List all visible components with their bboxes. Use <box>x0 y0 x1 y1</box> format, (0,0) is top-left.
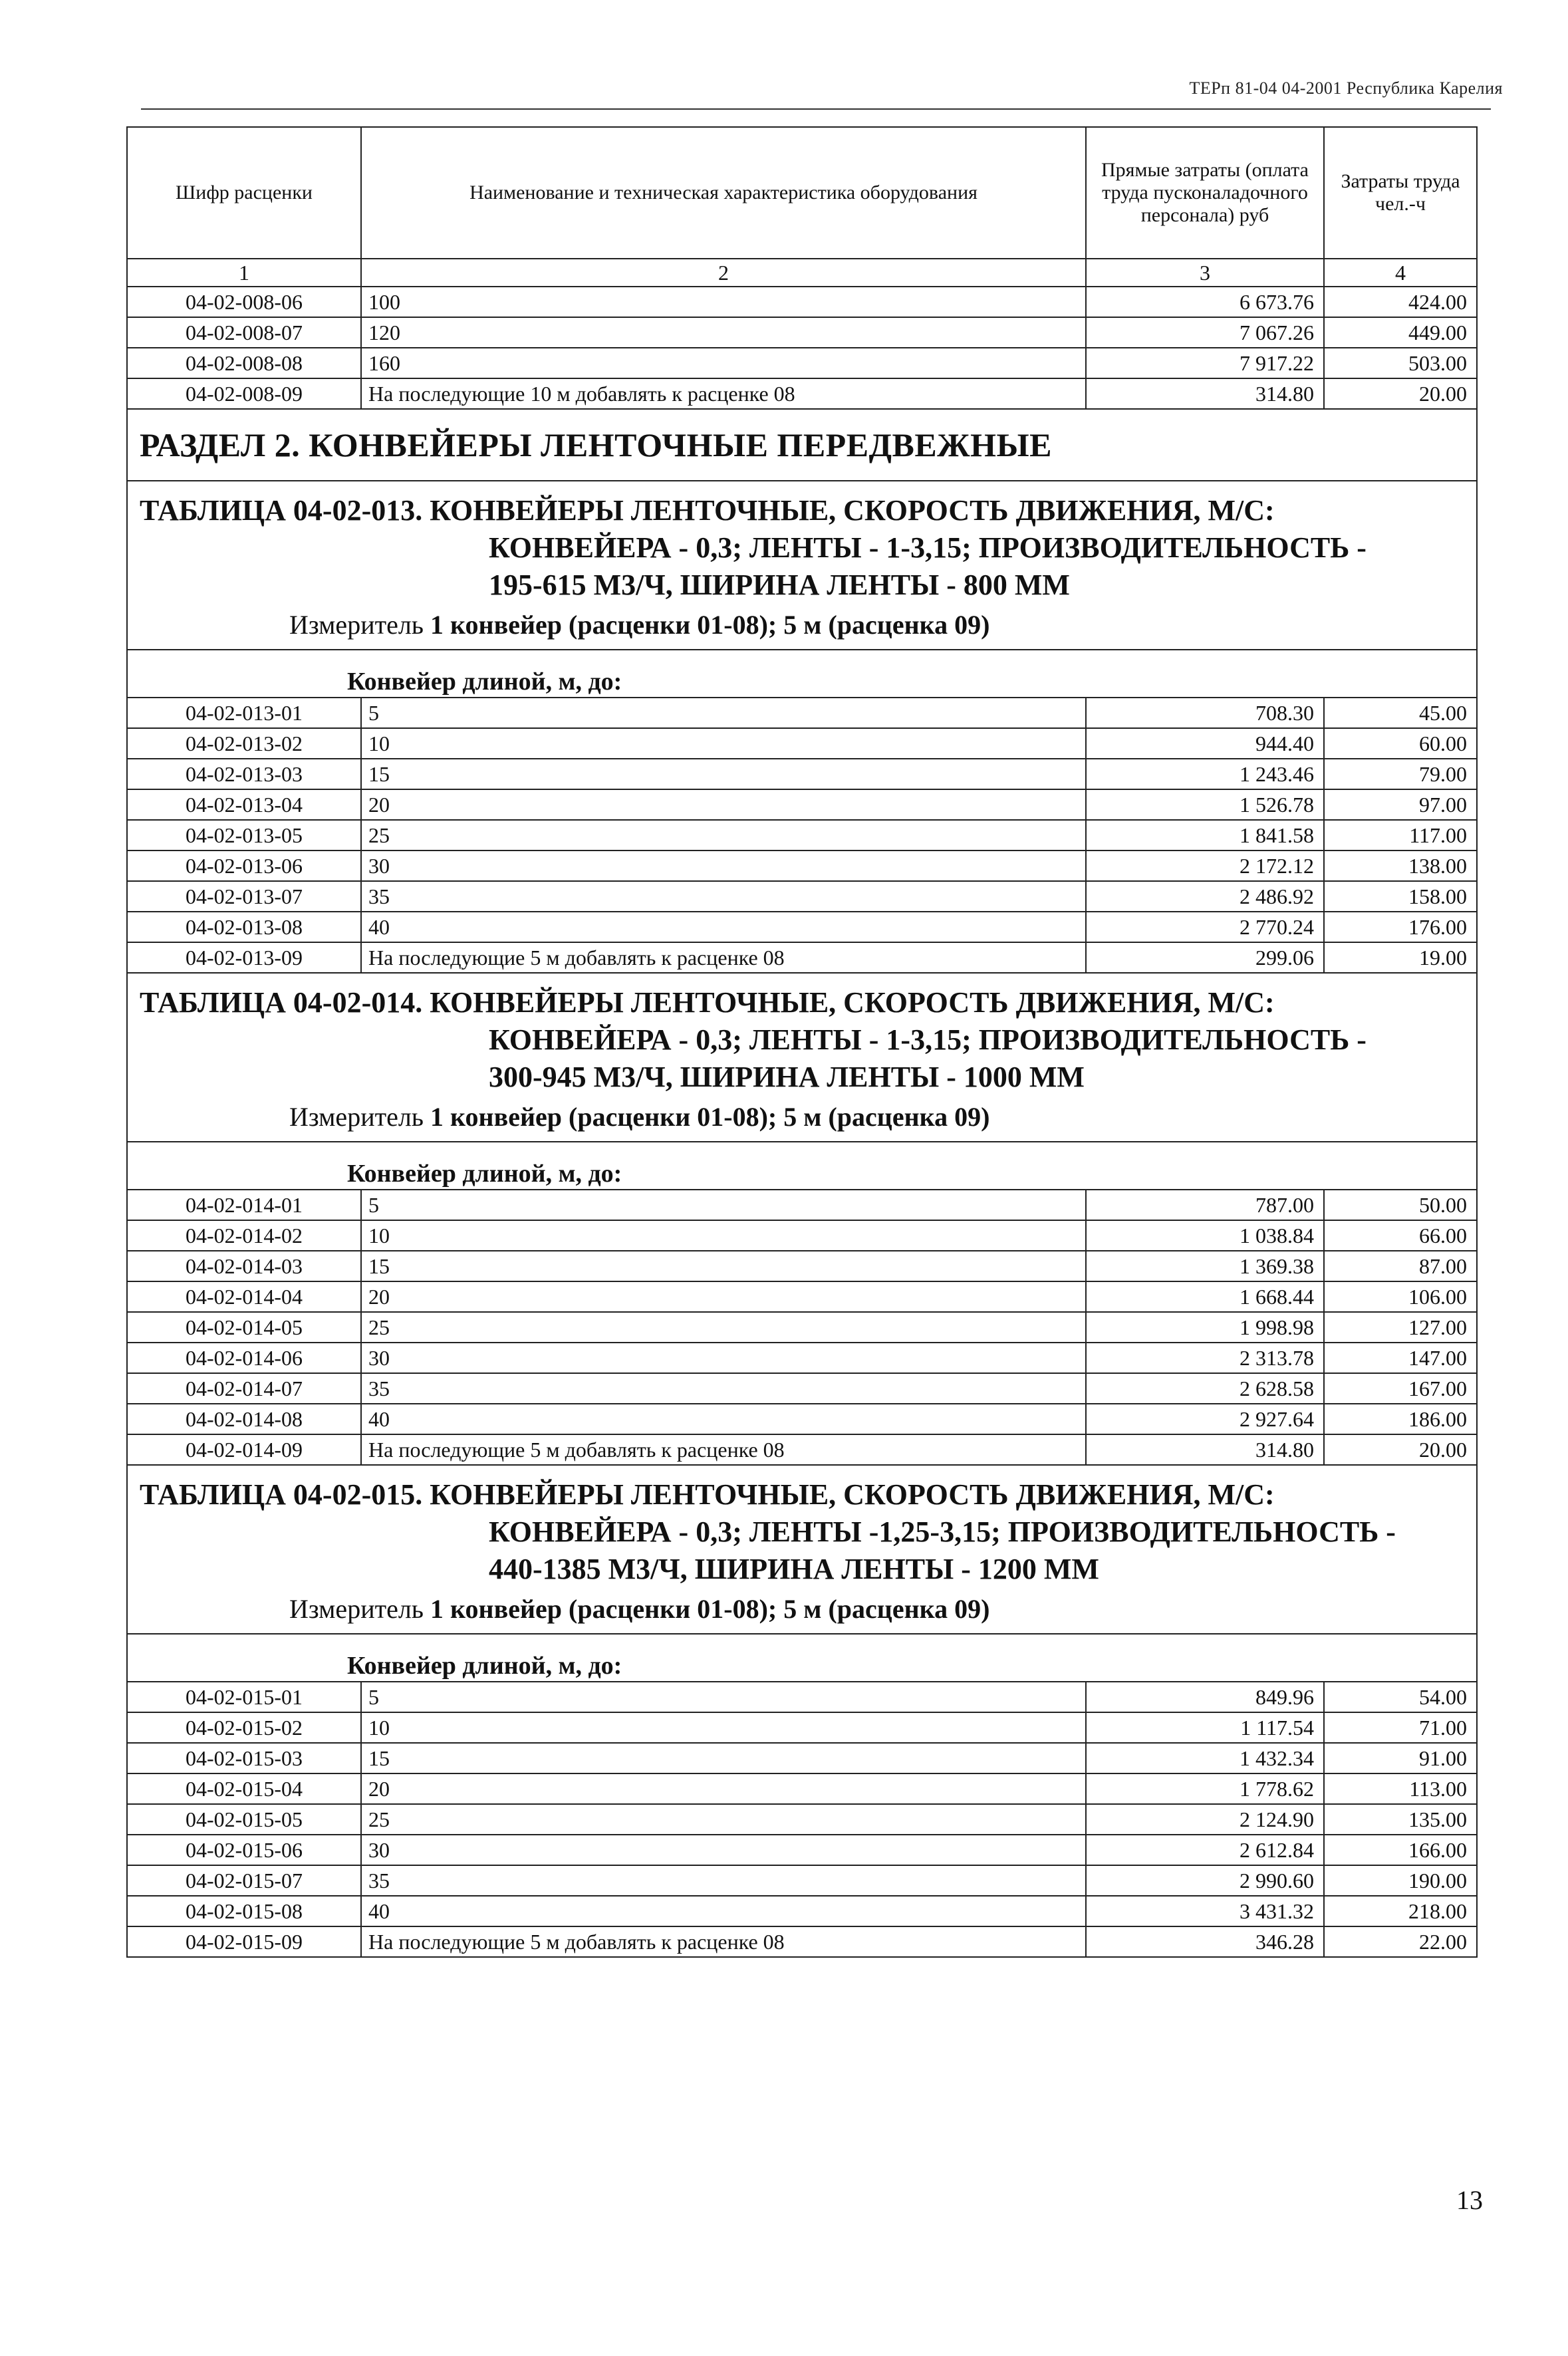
table-title-continued: 440-1385 М3/Ч, ШИРИНА ЛЕНТЫ - 1200 ММ <box>489 1553 1099 1585</box>
labor-cost: 20.00 <box>1324 1434 1477 1465</box>
rate-description: 25 <box>361 820 1086 851</box>
rate-description: 15 <box>361 1743 1086 1773</box>
direct-cost: 849.96 <box>1086 1682 1324 1712</box>
labor-cost: 449.00 <box>1324 317 1477 348</box>
rate-code: 04-02-015-03 <box>127 1743 361 1773</box>
rate-description: 5 <box>361 698 1086 728</box>
table-row <box>127 1926 1477 1957</box>
rate-description: 35 <box>361 881 1086 912</box>
rate-code: 04-02-013-09 <box>127 942 361 973</box>
rate-code: 04-02-015-01 <box>127 1682 361 1712</box>
table-row <box>127 1865 1477 1896</box>
rate-description: 20 <box>361 1281 1086 1312</box>
measure-value: 1 конвейер (расценки 01-08); 5 м (расценка 09) <box>430 1102 990 1132</box>
direct-cost: 7 917.22 <box>1086 348 1324 378</box>
column-index: 2 <box>361 259 1086 287</box>
table-row <box>127 881 1477 912</box>
table-row <box>127 698 1477 728</box>
column-index: 1 <box>127 259 361 287</box>
rate-description: 160 <box>361 348 1086 378</box>
table-row <box>127 789 1477 820</box>
table-title-continued: 195-615 М3/Ч, ШИРИНА ЛЕНТЫ - 800 ММ <box>489 569 1070 601</box>
column-index: 4 <box>1324 259 1477 287</box>
table-row <box>127 912 1477 942</box>
column-header-labor: Затраты труда чел.-ч <box>1324 127 1477 259</box>
labor-cost: 158.00 <box>1324 881 1477 912</box>
rate-code: 04-02-015-09 <box>127 1926 361 1957</box>
labor-cost: 113.00 <box>1324 1773 1477 1804</box>
rate-description: 15 <box>361 1251 1086 1281</box>
direct-cost: 1 369.38 <box>1086 1251 1324 1281</box>
rate-code: 04-02-008-06 <box>127 287 361 317</box>
rate-description: 5 <box>361 1190 1086 1220</box>
direct-cost: 2 770.24 <box>1086 912 1324 942</box>
rate-code: 04-02-015-06 <box>127 1835 361 1865</box>
labor-cost: 166.00 <box>1324 1835 1477 1865</box>
rate-code: 04-02-008-08 <box>127 348 361 378</box>
direct-cost: 6 673.76 <box>1086 287 1324 317</box>
rate-code: 04-02-013-01 <box>127 698 361 728</box>
subheading-row <box>127 650 1477 698</box>
table-title-continued: 300-945 М3/Ч, ШИРИНА ЛЕНТЫ - 1000 ММ <box>489 1061 1085 1093</box>
direct-cost: 787.00 <box>1086 1190 1324 1220</box>
labor-cost: 22.00 <box>1324 1926 1477 1957</box>
table-title-continued: КОНВЕЙЕРА - 0,3; ЛЕНТЫ - 1-3,15; ПРОИЗВОДИТЕЛЬНОСТЬ - <box>489 531 1367 564</box>
table-row <box>127 1743 1477 1773</box>
page-number: 13 <box>1456 2185 1483 2215</box>
direct-cost: 1 117.54 <box>1086 1712 1324 1743</box>
direct-cost: 2 486.92 <box>1086 881 1324 912</box>
labor-cost: 54.00 <box>1324 1682 1477 1712</box>
rate-description: 40 <box>361 912 1086 942</box>
table-row <box>127 820 1477 851</box>
direct-cost: 1 668.44 <box>1086 1281 1324 1312</box>
table-row <box>127 1773 1477 1804</box>
labor-cost: 50.00 <box>1324 1190 1477 1220</box>
labor-cost: 60.00 <box>1324 728 1477 759</box>
rate-description: 10 <box>361 728 1086 759</box>
labor-cost: 79.00 <box>1324 759 1477 789</box>
rate-description: 40 <box>361 1404 1086 1434</box>
subheading-row <box>127 1142 1477 1190</box>
rate-code: 04-02-013-07 <box>127 881 361 912</box>
rate-code: 04-02-014-08 <box>127 1404 361 1434</box>
rate-code: 04-02-015-02 <box>127 1712 361 1743</box>
column-header-cost: Прямые затраты (оплата труда пусконаладочного персонала) руб <box>1086 127 1324 259</box>
column-header-code: Шифр расценки <box>127 127 361 259</box>
measure-unit <box>140 606 1464 644</box>
direct-cost: 314.80 <box>1086 1434 1324 1465</box>
document-reference: ТЕРп 81-04 04-2001 Республика Карелия <box>1189 78 1503 98</box>
rate-code: 04-02-014-06 <box>127 1343 361 1373</box>
table-heading <box>127 1465 1477 1634</box>
table-heading-row <box>127 973 1477 1142</box>
rate-code: 04-02-013-06 <box>127 851 361 881</box>
rate-code: 04-02-014-07 <box>127 1373 361 1404</box>
table-heading <box>127 481 1477 650</box>
rate-code: 04-02-014-04 <box>127 1281 361 1312</box>
rate-description: На последующие 10 м добавлять к расценке 08 <box>361 378 1086 409</box>
table-row <box>127 1190 1477 1220</box>
table-row <box>127 1404 1477 1434</box>
conveyor-length-subheading: Конвейер длиной, м, до: <box>127 650 1477 698</box>
column-header-name: Наименование и техническая характеристика оборудования <box>361 127 1086 259</box>
direct-cost: 2 172.12 <box>1086 851 1324 881</box>
rate-code: 04-02-014-09 <box>127 1434 361 1465</box>
rate-code: 04-02-015-08 <box>127 1896 361 1926</box>
rate-code: 04-02-014-02 <box>127 1220 361 1251</box>
labor-cost: 186.00 <box>1324 1404 1477 1434</box>
rate-description: 30 <box>361 1343 1086 1373</box>
labor-cost: 138.00 <box>1324 851 1477 881</box>
labor-cost: 87.00 <box>1324 1251 1477 1281</box>
rate-description: 25 <box>361 1804 1086 1835</box>
labor-cost: 218.00 <box>1324 1896 1477 1926</box>
table-row <box>127 1312 1477 1343</box>
direct-cost: 2 612.84 <box>1086 1835 1324 1865</box>
table-row <box>127 1434 1477 1465</box>
table-row <box>127 1804 1477 1835</box>
section-title: РАЗДЕЛ 2. КОНВЕЙЕРЫ ЛЕНТОЧНЫЕ ПЕРЕДВЕЖНЫЕ <box>127 409 1477 481</box>
table-row <box>127 759 1477 789</box>
rate-description: 20 <box>361 1773 1086 1804</box>
direct-cost: 1 038.84 <box>1086 1220 1324 1251</box>
labor-cost: 176.00 <box>1324 912 1477 942</box>
header-divider <box>141 108 1491 110</box>
conveyor-length-subheading: Конвейер длиной, м, до: <box>127 1634 1477 1682</box>
table-row <box>127 1251 1477 1281</box>
table-title-continued: КОНВЕЙЕРА - 0,3; ЛЕНТЫ - 1-3,15; ПРОИЗВОДИТЕЛЬНОСТЬ - <box>489 1023 1367 1056</box>
table-row <box>127 1712 1477 1743</box>
labor-cost: 91.00 <box>1324 1743 1477 1773</box>
table-row <box>127 1281 1477 1312</box>
rate-code: 04-02-013-05 <box>127 820 361 851</box>
labor-cost: 97.00 <box>1324 789 1477 820</box>
table-heading <box>127 973 1477 1142</box>
labor-cost: 19.00 <box>1324 942 1477 973</box>
direct-cost: 2 124.90 <box>1086 1804 1324 1835</box>
table-row <box>127 287 1477 317</box>
table-row <box>127 851 1477 881</box>
measure-unit <box>140 1591 1464 1628</box>
table-title: ТАБЛИЦА 04-02-013. КОНВЕЙЕРЫ ЛЕНТОЧНЫЕ, СКОРОСТЬ ДВИЖЕНИЯ, М/С: <box>140 494 1275 527</box>
measure-label: Измеритель <box>289 610 424 640</box>
direct-cost: 2 313.78 <box>1086 1343 1324 1373</box>
rate-description: На последующие 5 м добавлять к расценке 08 <box>361 1434 1086 1465</box>
column-header-row <box>127 127 1477 259</box>
labor-cost: 20.00 <box>1324 378 1477 409</box>
table-title: ТАБЛИЦА 04-02-014. КОНВЕЙЕРЫ ЛЕНТОЧНЫЕ, СКОРОСТЬ ДВИЖЕНИЯ, М/С: <box>140 986 1275 1019</box>
direct-cost: 944.40 <box>1086 728 1324 759</box>
direct-cost: 314.80 <box>1086 378 1324 409</box>
section-heading-row <box>127 409 1477 481</box>
rate-description: 35 <box>361 1373 1086 1404</box>
rate-code: 04-02-008-09 <box>127 378 361 409</box>
direct-cost: 7 067.26 <box>1086 317 1324 348</box>
table-row <box>127 1220 1477 1251</box>
direct-cost: 2 990.60 <box>1086 1865 1324 1896</box>
direct-cost: 346.28 <box>1086 1926 1324 1957</box>
measure-value: 1 конвейер (расценки 01-08); 5 м (расценка 09) <box>430 1594 990 1624</box>
table-title: ТАБЛИЦА 04-02-015. КОНВЕЙЕРЫ ЛЕНТОЧНЫЕ, СКОРОСТЬ ДВИЖЕНИЯ, М/С: <box>140 1478 1275 1511</box>
measure-label: Измеритель <box>289 1102 424 1132</box>
rate-description: 10 <box>361 1220 1086 1251</box>
table-row <box>127 378 1477 409</box>
table-heading-row <box>127 481 1477 650</box>
conveyor-length-subheading: Конвейер длиной, м, до: <box>127 1142 1477 1190</box>
direct-cost: 1 243.46 <box>1086 759 1324 789</box>
rate-code: 04-02-013-03 <box>127 759 361 789</box>
table-row <box>127 942 1477 973</box>
rate-description: На последующие 5 м добавлять к расценке 08 <box>361 1926 1086 1957</box>
rate-description: 120 <box>361 317 1086 348</box>
labor-cost: 71.00 <box>1324 1712 1477 1743</box>
table-heading-row <box>127 1465 1477 1634</box>
rate-code: 04-02-015-05 <box>127 1804 361 1835</box>
rate-code: 04-02-013-08 <box>127 912 361 942</box>
measure-unit <box>140 1099 1464 1136</box>
rate-description: 30 <box>361 1835 1086 1865</box>
direct-cost: 1 526.78 <box>1086 789 1324 820</box>
rate-code: 04-02-015-07 <box>127 1865 361 1896</box>
measure-value: 1 конвейер (расценки 01-08); 5 м (расценка 09) <box>430 610 990 640</box>
table-row <box>127 1896 1477 1926</box>
labor-cost: 190.00 <box>1324 1865 1477 1896</box>
rate-description: 10 <box>361 1712 1086 1743</box>
table-row <box>127 728 1477 759</box>
table-row <box>127 1835 1477 1865</box>
labor-cost: 135.00 <box>1324 1804 1477 1835</box>
labor-cost: 45.00 <box>1324 698 1477 728</box>
column-index-row <box>127 259 1477 287</box>
labor-cost: 167.00 <box>1324 1373 1477 1404</box>
direct-cost: 1 778.62 <box>1086 1773 1324 1804</box>
rate-description: На последующие 5 м добавлять к расценке 08 <box>361 942 1086 973</box>
labor-cost: 106.00 <box>1324 1281 1477 1312</box>
direct-cost: 2 927.64 <box>1086 1404 1324 1434</box>
labor-cost: 147.00 <box>1324 1343 1477 1373</box>
labor-cost: 127.00 <box>1324 1312 1477 1343</box>
direct-cost: 2 628.58 <box>1086 1373 1324 1404</box>
rate-code: 04-02-013-02 <box>127 728 361 759</box>
table-row <box>127 317 1477 348</box>
table-row <box>127 1343 1477 1373</box>
rate-description: 30 <box>361 851 1086 881</box>
direct-cost: 708.30 <box>1086 698 1324 728</box>
direct-cost: 3 431.32 <box>1086 1896 1324 1926</box>
rate-description: 5 <box>361 1682 1086 1712</box>
rate-description: 15 <box>361 759 1086 789</box>
table-row <box>127 1682 1477 1712</box>
table-title-continued: КОНВЕЙЕРА - 0,3; ЛЕНТЫ -1,25-3,15; ПРОИЗВОДИТЕЛЬНОСТЬ - <box>489 1515 1396 1548</box>
labor-cost: 66.00 <box>1324 1220 1477 1251</box>
rate-code: 04-02-008-07 <box>127 317 361 348</box>
table-row <box>127 1373 1477 1404</box>
labor-cost: 503.00 <box>1324 348 1477 378</box>
rate-description: 25 <box>361 1312 1086 1343</box>
subheading-row <box>127 1634 1477 1682</box>
labor-cost: 117.00 <box>1324 820 1477 851</box>
rate-description: 100 <box>361 287 1086 317</box>
direct-cost: 299.06 <box>1086 942 1324 973</box>
rates-table <box>126 126 1478 1958</box>
rate-description: 35 <box>361 1865 1086 1896</box>
rate-code: 04-02-014-01 <box>127 1190 361 1220</box>
rate-code: 04-02-014-03 <box>127 1251 361 1281</box>
rate-code: 04-02-014-05 <box>127 1312 361 1343</box>
labor-cost: 424.00 <box>1324 287 1477 317</box>
direct-cost: 1 998.98 <box>1086 1312 1324 1343</box>
direct-cost: 1 432.34 <box>1086 1743 1324 1773</box>
rate-code: 04-02-015-04 <box>127 1773 361 1804</box>
rate-description: 20 <box>361 789 1086 820</box>
measure-label: Измеритель <box>289 1594 424 1624</box>
direct-cost: 1 841.58 <box>1086 820 1324 851</box>
rate-description: 40 <box>361 1896 1086 1926</box>
table-row <box>127 348 1477 378</box>
column-index: 3 <box>1086 259 1324 287</box>
rate-code: 04-02-013-04 <box>127 789 361 820</box>
